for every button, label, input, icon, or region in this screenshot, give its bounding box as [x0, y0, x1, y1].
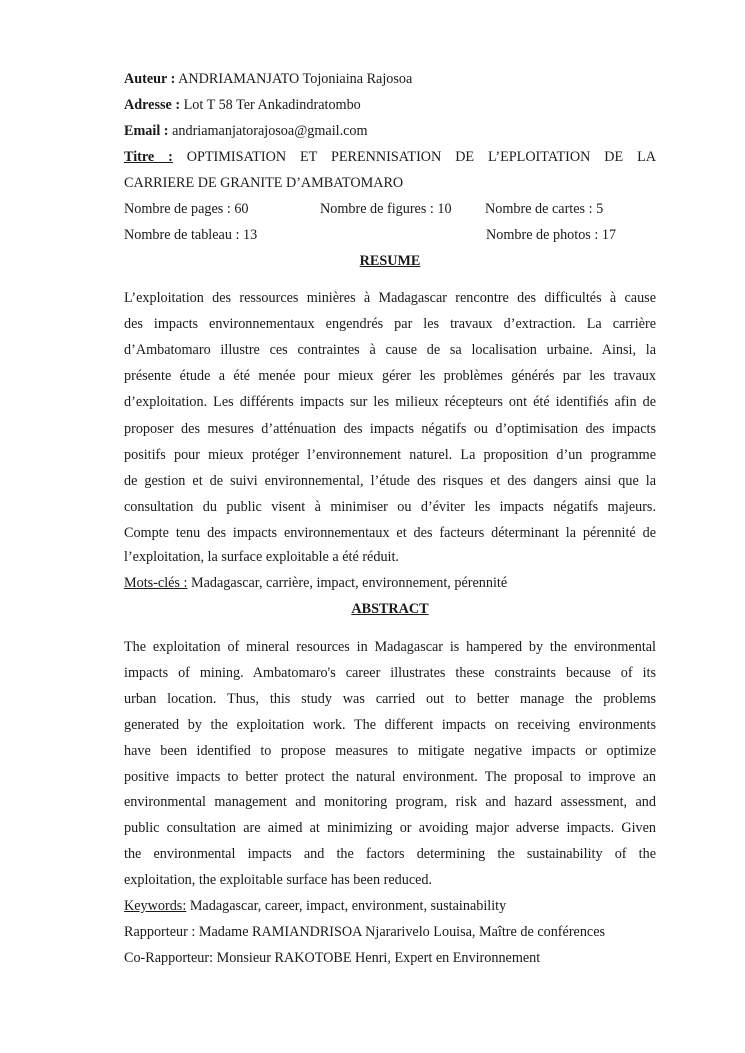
resume-line: consultation du public visent à minimiser ou d’éviter les impacts négatifs majeurs. — [124, 498, 656, 515]
author-line — [124, 70, 656, 88]
mots-cles-value: Madagascar, carrière, impact, environnement, pérennité — [187, 575, 508, 591]
abstract-line: have been identified to propose measures to mitigate negative impacts or optimize — [124, 742, 656, 759]
resume-line: des impacts environnementaux engendrés par les travaux d’extraction. La carrière — [124, 316, 656, 333]
resume-last-line: l’exploitation, la surface exploitable a été réduit. — [124, 549, 399, 565]
resume-line: proposer des mesures d’atténuation des impacts négatifs ou d’optimisation des impacts — [124, 420, 656, 437]
title-label: Titre : — [124, 149, 173, 165]
email-value: andriamanjatorajosoa@gmail.com — [172, 123, 368, 139]
resume-line: présente étude a été menée pour mieux gérer les problèmes générés par les travaux — [124, 368, 656, 385]
resume-line: positifs pour mieux protéger l’environnement naturel. La proposition d’un programme — [124, 446, 656, 463]
email-label: Email : — [124, 123, 169, 139]
keywords-value: Madagascar, career, impact, environment, sustainability — [186, 898, 507, 914]
address-line — [124, 96, 656, 114]
resume-line: de gestion et de suivi environnemental, l’étude des risques et des dangers ainsi que la — [124, 472, 656, 489]
resume-line: L’exploitation des ressources minières à Madagascar rencontre des difficultés à cause — [124, 290, 656, 306]
abstract-line: impacts of mining. Ambatomaro's career illustrates these constraints because of its — [124, 664, 656, 681]
mots-cles-label: Mots-clés : — [124, 575, 188, 591]
abstract-line: public consultation are aimed at minimizing or avoiding major adverse impacts. Given — [124, 820, 656, 837]
resume-keywords — [124, 574, 656, 592]
abstract-line: The exploitation of mineral resources in Madagascar is hampered by the environmental — [124, 639, 656, 655]
author-value: ANDRIAMANJATO Tojoniaina Rajosoa — [178, 71, 413, 87]
corapporteur-line: Co-Rapporteur: Monsieur RAKOTOBE Henri, Expert en Environnement — [124, 950, 541, 966]
resume-line: d’exploitation. Les différents impacts sur les milieux récepteurs ont été identifiés afin de — [124, 394, 656, 411]
rapporteur-line: Rapporteur : Madame RAMIANDRISOA Njararivelo Louisa, Maître de conférences — [124, 924, 606, 940]
abstract-line: generated by the exploitation work. The different impacts on receiving environments — [124, 716, 656, 733]
cartes-count: Nombre de cartes : 5 — [485, 201, 604, 217]
abstract-heading: ABSTRACT — [351, 601, 429, 617]
keywords-label: Keywords: — [124, 898, 187, 914]
pages-count: Nombre de pages : 60 — [124, 201, 249, 217]
abstract-line: environmental management and monitoring program, risk and hazard assessment, and — [124, 794, 656, 811]
abstract-line: urban location. Thus, this study was carried out to better manage the problems — [124, 690, 656, 707]
resume-line: d’Ambatomaro illustre ces contraintes à cause de sa localisation urbaine. Ainsi, la — [124, 342, 656, 359]
title-line-2: CARRIERE DE GRANITE D’AMBATOMARO — [124, 175, 404, 191]
abstract-line: positive impacts to better protect the natural environment. The proposal to improve an — [124, 768, 656, 785]
title-text-1: OPTIMISATION ET PERENNISATION DE L’EPLOITATION DE LA — [186, 149, 656, 165]
figures-count: Nombre de figures : 10 — [320, 201, 452, 217]
abstract-last-line: exploitation, the exploitable surface has been reduced. — [124, 872, 433, 888]
resume-line: Compte tenu des impacts environnementaux et des facteurs déterminant la pérennité de — [124, 524, 656, 541]
address-value: Lot T 58 Ter Ankadindratombo — [183, 97, 361, 113]
abstract-keywords — [124, 897, 656, 915]
author-label: Auteur : — [124, 71, 176, 87]
address-label: Adresse : — [124, 97, 181, 113]
tableau-count: Nombre de tableau : 13 — [124, 227, 258, 243]
title-line-1 — [124, 148, 656, 166]
abstract-line: the environmental impacts and the factors determining the sustainability of the — [124, 846, 656, 863]
photos-count: Nombre de photos : 17 — [486, 227, 617, 243]
email-line — [124, 122, 656, 140]
resume-heading: RESUME — [359, 253, 421, 269]
